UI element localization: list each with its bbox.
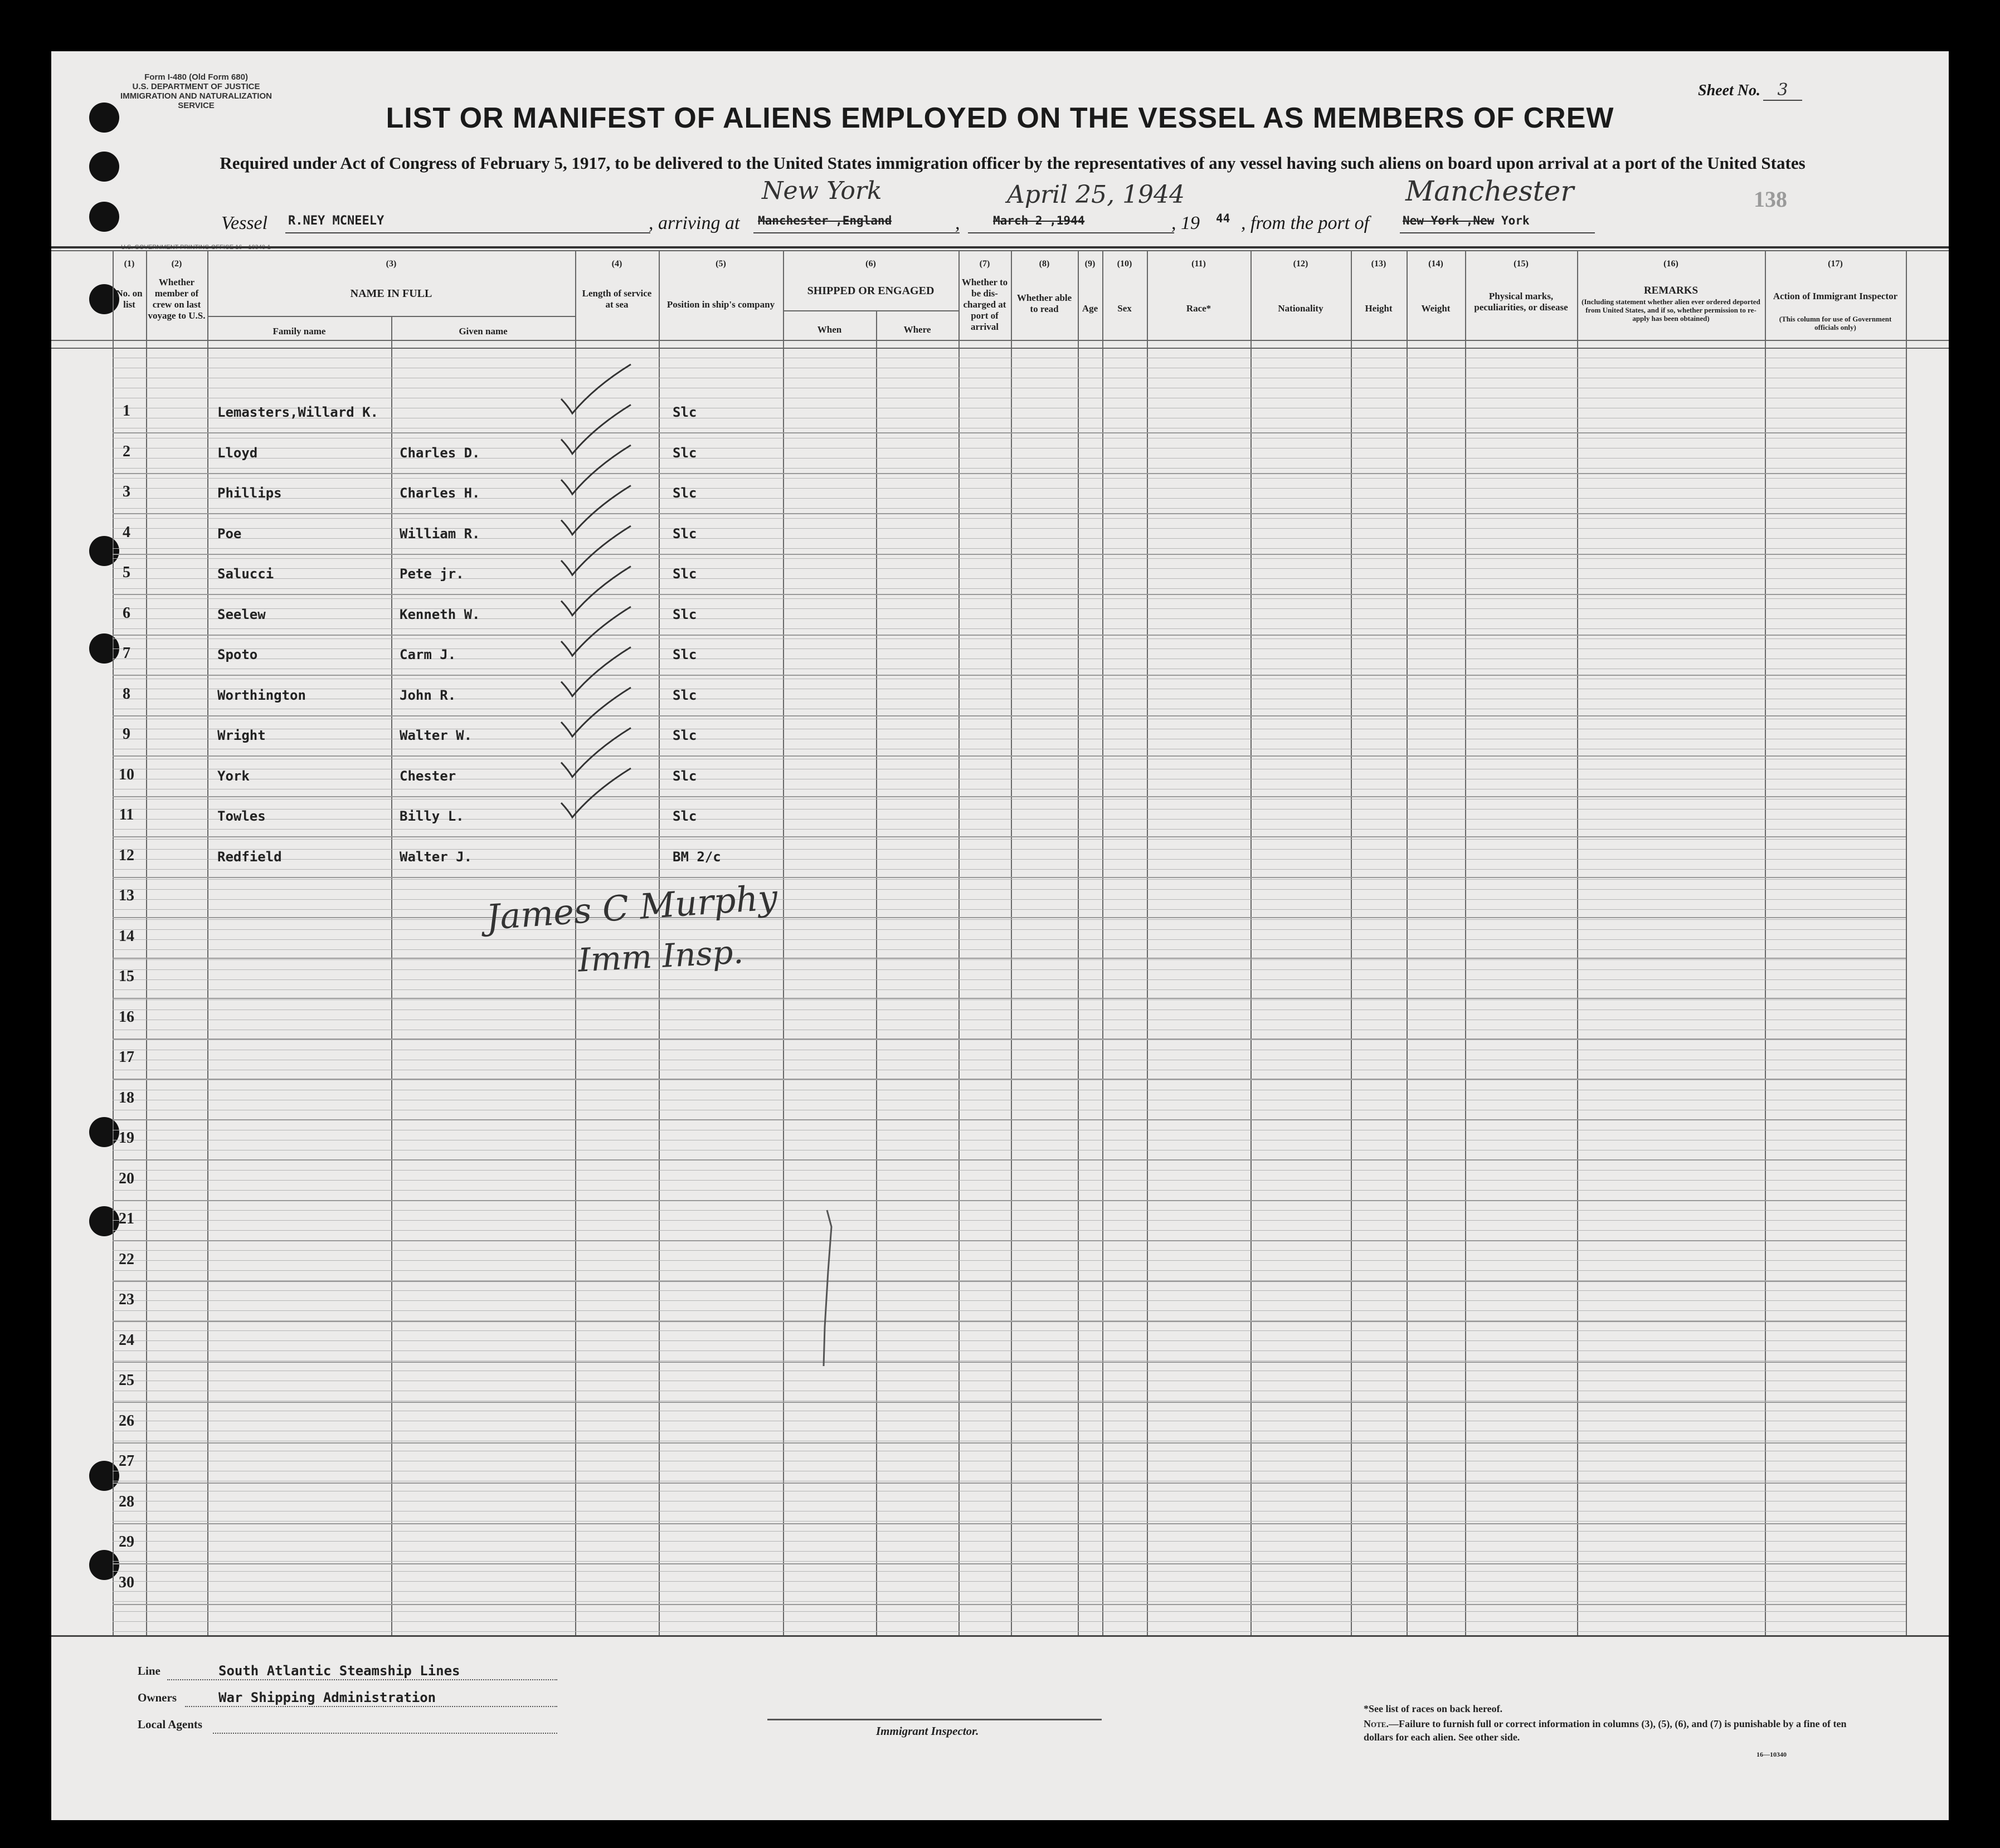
- crew-family-name: York: [217, 768, 250, 784]
- inspector-underline: [767, 1719, 1102, 1720]
- crew-family-name: Poe: [217, 525, 242, 542]
- col-num: (7): [979, 259, 990, 269]
- form-code: 16—10340: [1756, 1751, 1787, 1758]
- crew-position: Slc: [673, 485, 697, 501]
- col-num: (14): [1428, 259, 1443, 269]
- col-num: (9): [1084, 259, 1096, 269]
- comma: ,: [955, 213, 960, 233]
- line-underline: [167, 1679, 557, 1680]
- year-typed: 44: [1216, 212, 1230, 225]
- col-num: (10): [1117, 259, 1132, 269]
- from-label: , from the port of: [1241, 213, 1370, 233]
- sheet-number: Sheet No. 3: [1698, 80, 1802, 101]
- header-height: Height: [1365, 303, 1393, 314]
- crew-given-name: Kenneth W.: [400, 606, 480, 622]
- crew-given-name: Billy L.: [400, 808, 464, 824]
- header-action-note: (This column for use of Government officials only): [1779, 315, 1892, 331]
- owners-value: War Shipping Administration: [218, 1690, 436, 1705]
- row-number: 27: [119, 1452, 134, 1470]
- from-handwritten: Manchester: [1405, 175, 1574, 207]
- row-number: 10: [119, 765, 134, 783]
- row-number: 23: [119, 1291, 134, 1308]
- header-able-to-read: Whether able to read: [1016, 292, 1072, 314]
- inspector-signature: James C Murphy: [485, 876, 779, 938]
- crew-position: Slc: [673, 647, 697, 662]
- printer-line: U.S. GOVERNMENT PRINTING OFFICE 16—10340-1: [121, 244, 271, 251]
- crew-given-name: William R.: [400, 525, 480, 542]
- crew-given-name: Walter J.: [400, 849, 473, 865]
- vessel-name: R.NEY MCNEELY: [288, 214, 385, 228]
- crew-family-name: Wright: [217, 728, 266, 743]
- inspector-title-handwritten: Imm Insp.: [577, 933, 744, 979]
- from-typed: New York ,New York: [1403, 214, 1530, 227]
- agents-underline: [213, 1733, 557, 1734]
- crew-position: Slc: [673, 687, 697, 703]
- row-number: 28: [119, 1493, 134, 1510]
- row-number: 30: [119, 1573, 134, 1591]
- row-number: 15: [119, 968, 134, 985]
- fine-note: Note.—Failure to furnish full or correct information in columns (3), (5), (6), and (7) is punishable by a fine of ten dollars for each alien. See other side.: [1364, 1718, 1847, 1743]
- row-number: 18: [119, 1089, 134, 1106]
- row-number: 17: [119, 1049, 134, 1066]
- date-handwritten: April 25, 1944: [1007, 181, 1185, 209]
- crew-position: Slc: [673, 566, 697, 582]
- crew-given-name: John R.: [400, 687, 456, 703]
- header-race: Race*: [1186, 303, 1211, 314]
- crew-family-name: Lloyd: [217, 445, 258, 461]
- crew-given-name: Walter W.: [400, 728, 473, 743]
- header-action: Action of Immigrant Inspector: [1773, 291, 1898, 301]
- crew-position: Slc: [673, 445, 697, 461]
- crew-position: Slc: [673, 606, 697, 622]
- row-number: 26: [119, 1412, 134, 1430]
- vessel-label: Vessel: [221, 213, 268, 233]
- row-number: 14: [119, 927, 134, 945]
- header-given-name: Given name: [459, 326, 508, 337]
- crew-family-name: Seelew: [217, 606, 266, 622]
- row-number: 6: [123, 604, 130, 622]
- crew-position: Slc: [673, 525, 697, 542]
- pen-stroke: [815, 1205, 837, 1372]
- col-num: (11): [1191, 259, 1206, 269]
- header-shipped-or-engaged: SHIPPED OR ENGAGED: [807, 285, 935, 297]
- header-nationality: Nationality: [1278, 303, 1323, 314]
- local-agents-label: Local Agents: [138, 1718, 203, 1731]
- header-remarks-note: (Including statement whether alien ever ordered deported from United States, and if so, whether permission to re-apply has been obtained): [1581, 298, 1760, 323]
- crew-family-name: Lemasters,Willard K.: [217, 404, 378, 420]
- header-when: When: [817, 324, 842, 335]
- owners-label: Owners: [138, 1691, 177, 1704]
- header-remarks: REMARKS: [1643, 285, 1699, 296]
- row-number: 5: [123, 564, 130, 581]
- page-subtitle: Required under Act of Congress of February 5, 1917, to be delivered to the United States immigration officer by the representatives of any vessel having such aliens on board upon arrival at a port of the United States: [220, 153, 1806, 173]
- crew-family-name: Towles: [217, 808, 266, 824]
- row-number: 4: [123, 523, 130, 541]
- row-number: 12: [119, 846, 134, 864]
- row-number: 11: [119, 806, 134, 823]
- crew-position: Slc: [673, 808, 697, 824]
- col-num: (17): [1828, 259, 1843, 269]
- header-age: Age: [1082, 303, 1098, 314]
- row-number: 7: [123, 645, 130, 662]
- row-number: 22: [119, 1250, 134, 1268]
- crew-family-name: Salucci: [217, 566, 274, 582]
- check-marks: [51, 51, 1949, 1820]
- header-length-of-service: Length of service at sea: [582, 288, 652, 310]
- owners-underline: [185, 1706, 557, 1707]
- crew-position: Slc: [673, 768, 697, 784]
- crew-family-name: Worthington: [217, 687, 306, 703]
- arriving-handwritten: New York: [762, 177, 882, 205]
- row-number: 9: [123, 725, 130, 743]
- crew-family-name: Spoto: [217, 647, 258, 662]
- year-prefix: , 19: [1171, 213, 1200, 233]
- col-num: (16): [1663, 259, 1678, 269]
- manifest-sheet: [51, 51, 1949, 1820]
- row-number: 8: [123, 685, 130, 703]
- header-family-name: Family name: [272, 326, 326, 337]
- form-identifier: Form I-480 (Old Form 680) U.S. DEPARTMENT OF JUSTICE IMMIGRATION AND NATURALIZATION SERVICE: [120, 72, 272, 110]
- row-number: 2: [123, 442, 130, 460]
- crew-position: BM 2/c: [673, 849, 721, 865]
- row-number: 1: [123, 402, 130, 420]
- col-num: (6): [865, 259, 876, 269]
- crew-given-name: Pete jr.: [400, 566, 464, 582]
- line-label: Line: [138, 1664, 160, 1678]
- header-no-on-list: No. on list: [116, 288, 143, 310]
- race-note: *See list of races on back hereof.: [1364, 1703, 1503, 1714]
- crew-given-name: Chester: [400, 768, 456, 784]
- row-number: 13: [119, 887, 134, 904]
- header-whether-member: Whether member of crew on last voyage to U.S.: [148, 277, 206, 321]
- crew-family-name: Redfield: [217, 849, 282, 865]
- col-num: (12): [1293, 259, 1308, 269]
- immigrant-inspector-label: Immigrant Inspector.: [876, 1724, 979, 1738]
- header-physical-marks: Physical marks, peculiarities, or disease: [1474, 291, 1568, 313]
- line-value: South Atlantic Steamship Lines: [218, 1663, 460, 1679]
- row-number: 16: [119, 1008, 134, 1026]
- crew-position: Slc: [673, 404, 697, 420]
- header-sex: Sex: [1117, 303, 1132, 314]
- row-number: 25: [119, 1372, 134, 1389]
- col-num: (2): [171, 259, 182, 269]
- crew-family-name: Phillips: [217, 485, 282, 501]
- crew-given-name: Carm J.: [400, 647, 456, 662]
- arriving-label: , arriving at: [649, 213, 740, 233]
- crew-given-name: Charles D.: [400, 445, 480, 461]
- stamp-number: 138: [1754, 187, 1787, 212]
- header-name-in-full: NAME IN FULL: [350, 287, 432, 300]
- header-position: Position in ship's company: [666, 299, 775, 310]
- header-weight: Weight: [1421, 303, 1451, 314]
- col-num: (8): [1039, 259, 1050, 269]
- check-mark: [561, 364, 631, 413]
- row-number: 19: [119, 1129, 134, 1147]
- header-discharged: Whether to be dis-charged at port of arrival: [961, 277, 1008, 332]
- col-num: (15): [1514, 259, 1529, 269]
- col-num: (5): [716, 259, 726, 269]
- row-number: 24: [119, 1331, 134, 1349]
- col-num: (1): [124, 259, 135, 269]
- col-num: (13): [1371, 259, 1386, 269]
- header-where: Where: [903, 324, 931, 335]
- date-typed: March 2 ,1944: [993, 214, 1085, 227]
- row-number: 21: [119, 1210, 134, 1227]
- row-number: 3: [123, 483, 130, 500]
- col-num: (4): [611, 259, 622, 269]
- arriving-typed: Manchester ,England: [758, 214, 892, 227]
- crew-given-name: Charles H.: [400, 485, 480, 501]
- crew-position: Slc: [673, 728, 697, 743]
- row-number: 29: [119, 1533, 134, 1550]
- page-title: LIST OR MANIFEST OF ALIENS EMPLOYED ON THE VESSEL AS MEMBERS OF CREW: [386, 102, 1614, 134]
- row-number: 20: [119, 1169, 134, 1187]
- col-num: (3): [386, 259, 397, 269]
